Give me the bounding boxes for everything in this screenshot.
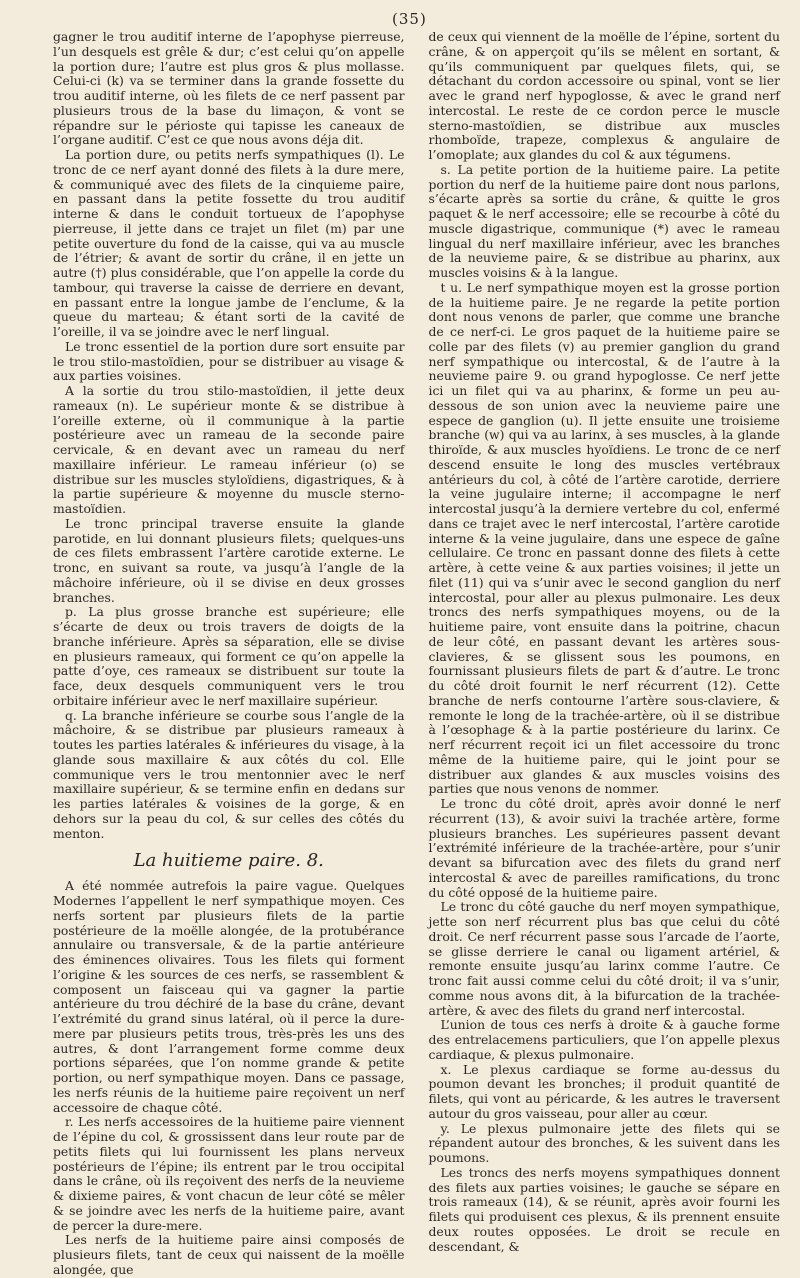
paragraph: Les troncs des nerfs moyens sympathiques donnent des filets aux parties voisines; le gauche se sépare en trois rameaux (14), & se réunit, après avoir fourni les filets qui produisent ces plexus, & ils prennent ensuite deux routes opposées. Le droit se recule en descendant, & — [428, 1164, 780, 1254]
paragraph: Les nerfs de la huitieme paire ainsi composés de plusieurs filets, tant de ceux qui naissent de la moëlle alongée, que — [53, 1232, 405, 1277]
paragraph: La portion dure, ou petits nerfs sympathiques (l). Le tronc de ce nerf ayant donné des filets à la dure mere, & communiqué avec des filets de la cinquieme paire, en passant dans la petite fossette du trou auditif interne & dans le conduit tortueux de l’apophyse pierreuse, il jette dans ce trajet un filet (m) par une petite ouverture du fond de la caisse, qui va au muscle de l’étrier; & avant de sortir du crâne, il en jette un autre (†) plus considérable, que l’on appelle la corde du tambour, qui traverse la caisse de derriere en devant, en passant entre la longue jambe de l’enclume, & la queue du marteau; & étant sorti de la cavité de l’oreille, il va se joindre avec le nerf lingual. — [53, 147, 405, 339]
paragraph: L’union de tous ces nerfs à droite & à gauche forme des entrelacemens particuliers, que l’on appelle plexus cardiaque, & plexus pulmonaire. — [428, 1017, 780, 1062]
paragraph: p. La plus grosse branche est supérieure; elle s’écarte de deux ou trois travers de doigts de la branche inférieure. Après sa séparation, elle se divise en plusieurs rameaux, qui forment ce qu’on appelle la patte d’oye, ces rameaux se distribuent sur toute la face, deux desquels communiquent vers le trou orbitaire inférieur avec le nerf maxillaire supérieur. — [53, 604, 405, 708]
page-number: (35) — [392, 10, 427, 28]
text-columns — [53, 29, 780, 1277]
paragraph: Le tronc essentiel de la portion dure sort ensuite par le trou stilo-mastoïdien, pour se distribuer au visage & aux parties voisines. — [53, 338, 405, 384]
paragraph: de ceux qui viennent de la moëlle de l’épine, sortent du crâne, & on apperçoit qu’ils se mêlent en sortant, & qu’ils communiquent par quelques filets, qui, se détachant du cordon accessoire ou spinal, vont se lier avec le grand nerf hypoglosse, & avec le grand nerf intercostal. Le reste de ce cordon perce le muscle sterno-mastoïdien, se distribue aux muscles rhomboïde, trapeze, complexus & angulaire de l’omoplate; aux glandes du col & aux tégumens. — [428, 29, 780, 162]
paragraph: Le tronc du côté gauche du nerf moyen sympathique, jette son nerf récurrent plus bas que celui du côté droit. Ce nerf récurrent passe sous l’arcade de l’aorte, se glisse derriere le canal ou ligament artériel, & remonte ensuite jusqu’au larinx comme l’autre. Ce tronc fait aussi comme celui du côté droit; il va s’unir, comme nous avons dit, à la bifurcation de la trachée-artère, & avec des filets du grand nerf intercostal. — [428, 899, 780, 1018]
left-column — [53, 29, 405, 1277]
paragraph: t u. Le nerf sympathique moyen est la grosse portion de la huitieme paire. Je ne regarde la petite portion dont nous venons de parler, que comme une branche de ce nerf-ci. Le gros paquet de la huitieme paire se colle par des filets (v) au premier ganglion du grand nerf sympathique ou intercostal, & de l’autre à la neuvieme paire 9. ou grand hypoglosse. Ce nerf jette ici un filet qui va au pharinx, & forme un peu au-dessous de son union avec la neuvieme paire une espece de ganglion (u). Il jette ensuite une troisieme branche (w) qui va au larinx, à ses muscles, à la glande thiroïde, & aux muscles hyoïdiens. Le tronc de ce nerf descend ensuite le long des muscles vertébraux antérieurs du col, à côté de l’artère carotide, derriere la veine jugulaire interne; il accompagne le nerf intercostal jusqu’à la derniere vertebre du col, enfermé dans ce trajet avec le nerf intercostal, l’artère carotide interne & la veine jugulaire, dans une espece de gaîne cellulaire. Ce tronc en passant donne des filets à cette artère, à cette veine & aux parties voisines; il jette un filet (11) qui va s’unir avec le second ganglion du nerf intercostal, pour aller au plexus pulmonaire. Les deux troncs des nerfs sympathiques moyens, ou de la huitieme paire, vont ensuite dans la poitrine, chacun de leur côté, en passant devant les artères sous-clavieres, & se glissent sous les poumons, en fournissant plusieurs filets de part & d’autre. Le tronc du côté droit fournit le nerf récurrent (12). Cette branche de nerfs contourne l’artère sous-claviere, & remonte le long de la trachée-artère, où il se distribue à l’œsophage & à la partie postérieure du larinx. Ce nerf récurrent reçoit ici un filet accessoire du tronc même de la huitieme paire, qui le joint pour se distribuer aux glandes & aux muscles voisins des parties que nous venons de nommer. — [428, 279, 780, 797]
right-column — [428, 29, 781, 1254]
paragraph: A la sortie du trou stilo-mastoïdien, il jette deux rameaux (n). Le supérieur monte & se distribue à l’oreille externe, où il communique à la partie postérieure avec un rameau de la seconde paire cervicale, & en devant avec un rameau du nerf maxillaire inférieur. Le rameau inférieur (o) se distribue sur les muscles styloïdiens, digastriques, & à la partie supérieure & moyenne du muscle sterno-mastoïdien. — [53, 383, 405, 516]
paragraph: x. Le plexus cardiaque se forme au-dessus du poumon devant les bronches; il produit quantité de filets, qui vont au péricarde, & les autres le traversent autour du gros vaisseau, pour aller au cœur. — [428, 1061, 780, 1121]
paragraph: A été nommée autrefois la paire vague. Quelques Modernes l’appellent le nerf sympathique moyen. Ces nerfs sortent par plusieurs filets de la partie postérieure de la moëlle alongée, de la protubérance annulaire ou transversale, & de la partie antérieure des éminences olivaires. Tous les filets qui forment l’origine & les sources de ces nerfs, se rassemblent & composent un faisceau qui va gagner la partie antérieure du trou déchiré de la base du crâne, devant l’extrémité du grand sinus latéral, où il perce la dure-mere par plusieurs petits trous, très-près les uns des autres, & dont l’arrangement forme comme deux portions séparées, que l’on nomme grande & petite portion, ou nerf sympathique moyen. Dans ce passage, les nerfs réunis de la huitieme paire reçoivent un nerf accessoire de chaque côté. — [53, 878, 405, 1115]
paragraph: q. La branche inférieure se courbe sous l’angle de la mâchoire, & se distribue par plusieurs rameaux à toutes les parties latérales & inférieures du visage, à la glande sous maxillaire & aux côtés du col. Elle communique vers le trou mentonnier avec le nerf maxillaire supérieur, & se termine enfin en dedans sur les parties latérales & voisines de la gorge, & en dehors sur la peau du col, & sur celles des côtés du menton. — [53, 707, 405, 841]
paragraph: gagner le trou auditif interne de l’apophyse pierreuse, l’un desquels est grêle & dur; c’est celui qu’on appelle la portion dure; l’autre est plus gros & plus mollasse. Celui-ci (k) va se terminer dans la grande fossette du trou auditif interne, où les filets de ce nerf passent par plusieurs trous de la base du limaçon, & vont se répandre sur le périoste qui tapisse les caneaux de l’organe auditif. C’est ce que nous avons déja dit. — [53, 29, 405, 148]
paragraph: r. Les nerfs accessoires de la huitieme paire viennent de l’épine du col, & grossissent dans leur route par de petits filets qui lui fournissent les plans nerveux postérieurs de l’épine; ils entrent par le trou occipital dans le crâne, où ils reçoivent des nerfs de la neuvieme & dixieme paires, & vont chacun de leur côté se mêler & se joindre avec les nerfs de la huitieme paire, avant de percer la dure-mere. — [53, 1114, 405, 1233]
paragraph: y. Le plexus pulmonaire jette des filets qui se répandent autour des bronches, & les suivent dans les poumons. — [428, 1120, 780, 1165]
paragraph: Le tronc du côté droit, après avoir donné le nerf récurrent (13), & avoir suivi la trachée artère, forme plusieurs branches. Les supérieures passent devant l’extrémité inférieure de la trachée-artère, pour s’unir devant sa bifurcation avec des filets du grand nerf intercostal & avec de pareilles ramifications, du tronc du côté opposé de la huitieme paire. — [428, 796, 780, 900]
paragraph: Le tronc principal traverse ensuite la glande parotide, en lui donnant plusieurs filets; quelques-uns de ces filets embrassent l’artère carotide externe. Le tronc, en suivant sa route, va jusqu’à l’angle de la mâchoire inférieure, où il se divise en deux grosses branches. — [53, 515, 405, 605]
paragraph: s. La petite portion de la huitieme paire. La petite portion du nerf de la huitieme paire dont nous parlons, s’écarte après sa sortie du crâne, & quitte le gros paquet & le nerf accessoire; elle se recourbe à côté du muscle digastrique, communique (*) avec le rameau lingual du nerf maxillaire inférieur, avec les branches de la neuvieme paire, & se distribue au pharinx, aux muscles voisins & à la langue. — [428, 161, 780, 280]
section-heading: La huitieme paire. 8. — [133, 850, 324, 872]
